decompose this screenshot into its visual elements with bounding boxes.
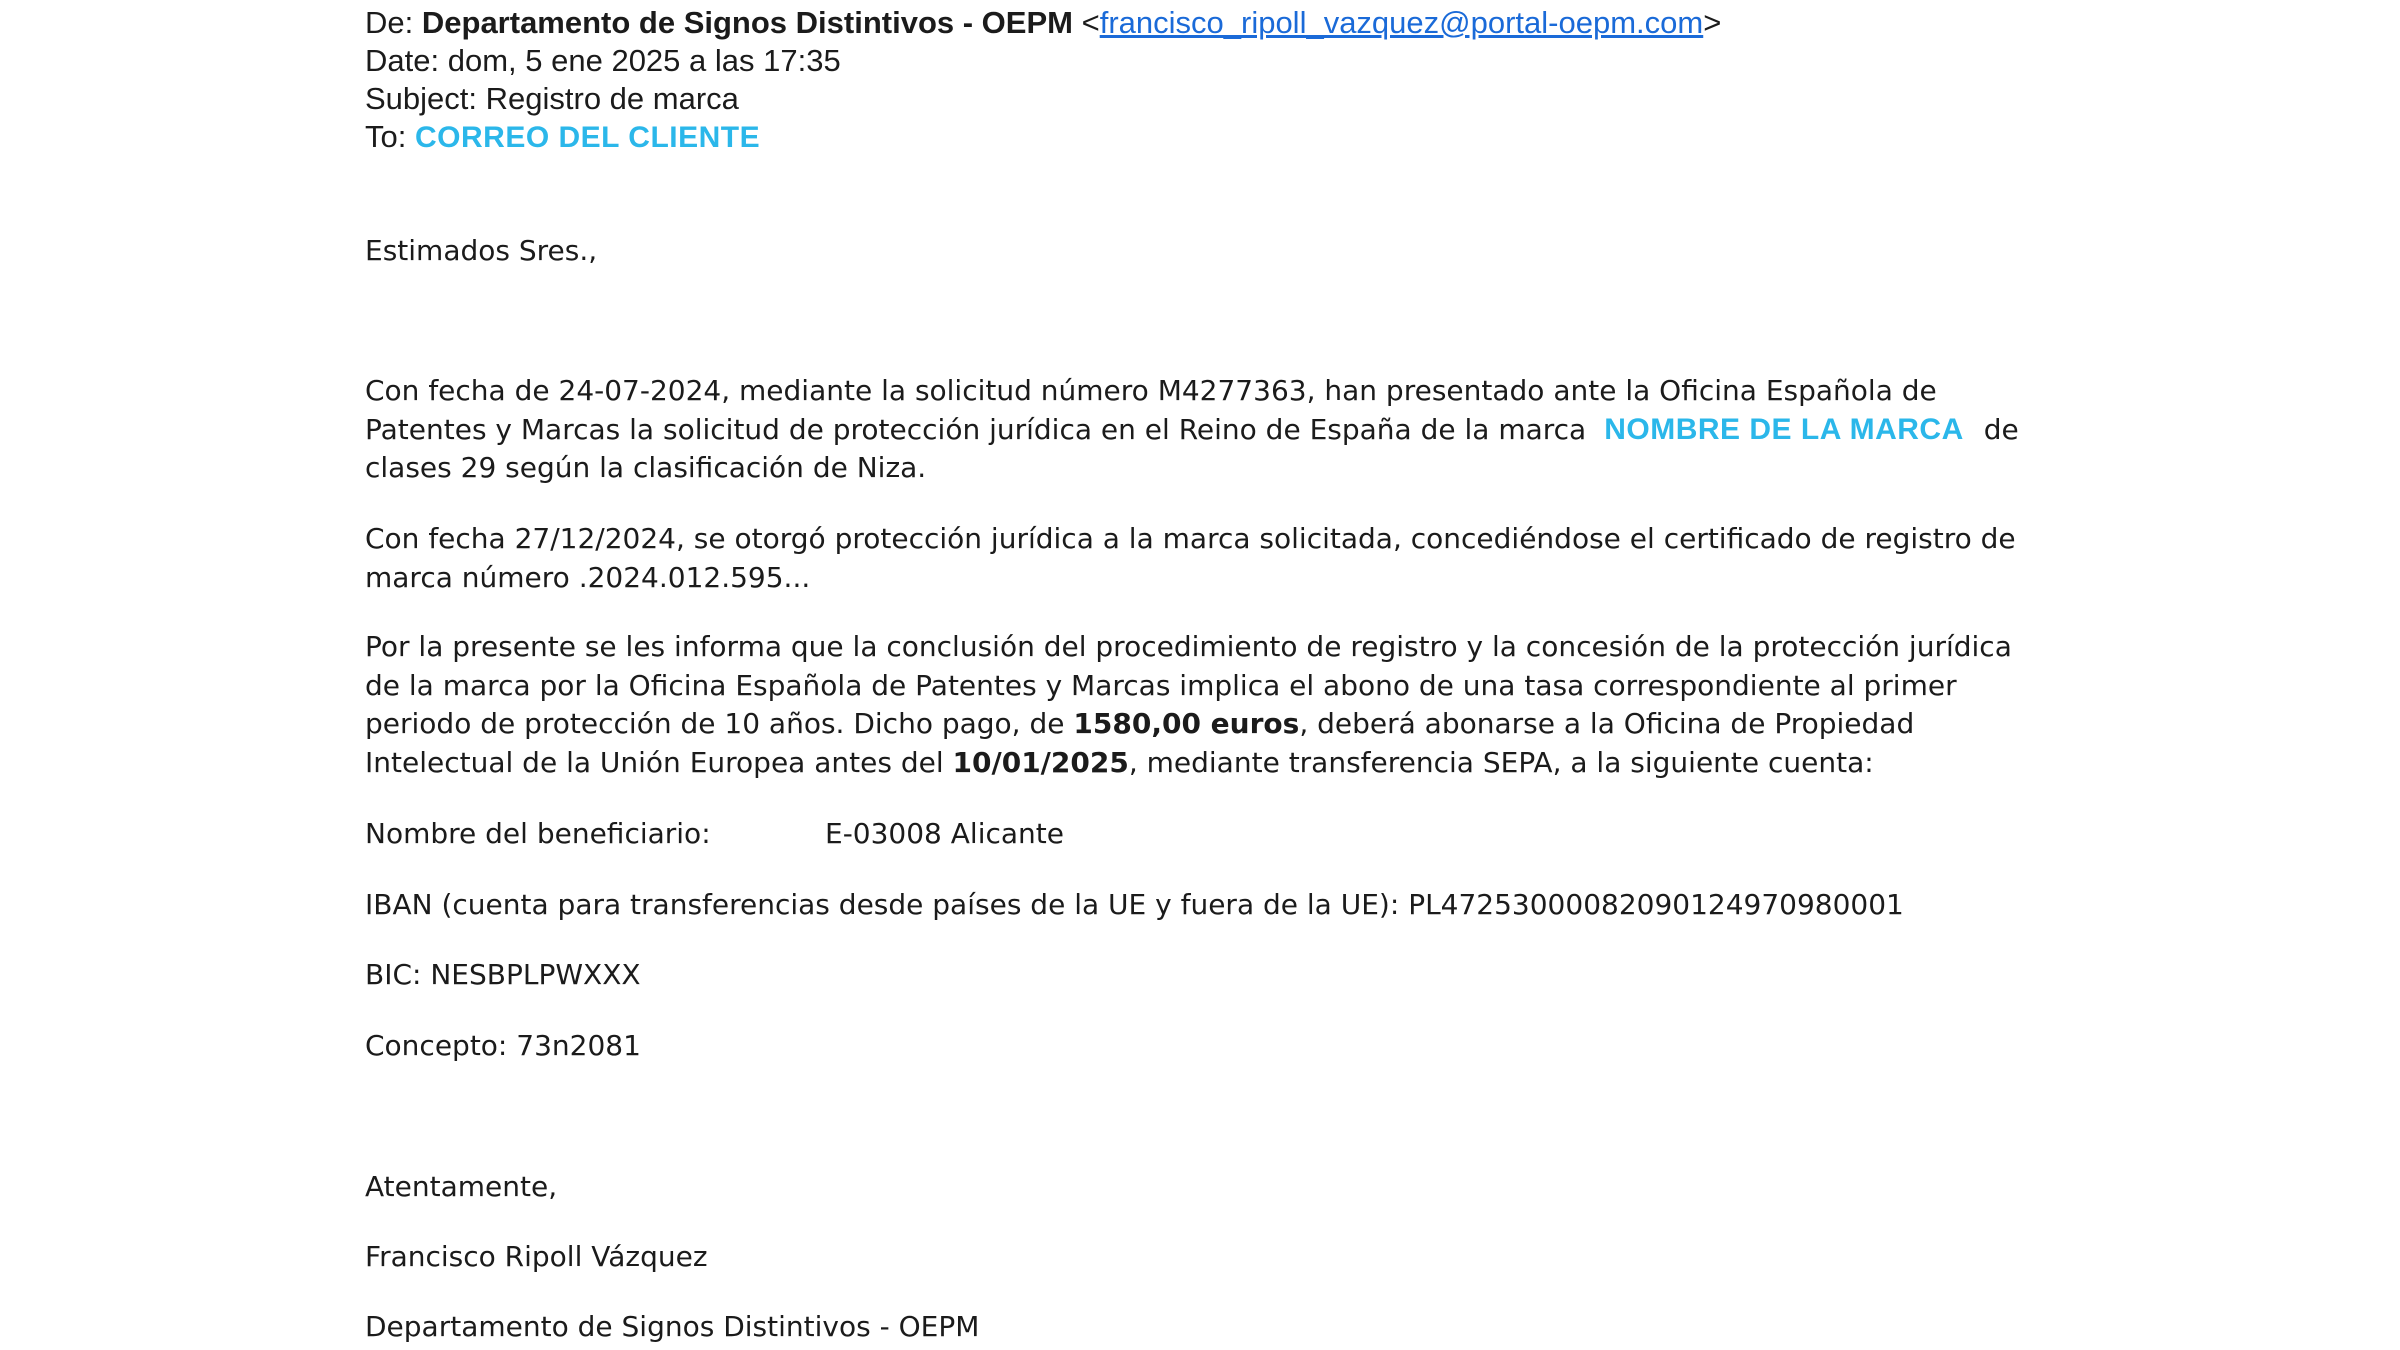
brand-placeholder: NOMBRE DE LA MARCA	[1604, 412, 1964, 446]
paragraph-payment	[365, 628, 2045, 782]
sender-name: Departamento de Signos Distintivos - OEPM	[421, 5, 1073, 40]
date-label: Date:	[365, 43, 440, 78]
subject-value: Registro de marca	[485, 81, 739, 116]
paragraph-certificate: Con fecha 27/12/2024, se otorgó protección jurídica a la marca solicitada, concediéndose el certificado de registro de marca número .2024.012.595...	[365, 522, 2016, 594]
email-open-bracket: <	[1081, 5, 1100, 40]
payment-deadline: 10/01/2025	[952, 745, 1129, 779]
subject-row	[365, 80, 1721, 118]
application-text: Con fecha de 24-07-2024, mediante la solicitud número M4277363, han presentado ante la Oficina Española de Patentes y Marcas la solicitud de protección jurídica en el Reino de España de la marca	[365, 374, 1937, 446]
payment-amount: 1580,00 euros	[1073, 707, 1300, 740]
concept-line	[365, 1027, 2045, 1066]
concept-label: Concepto:	[365, 1029, 508, 1062]
bic-label: BIC:	[365, 958, 422, 991]
greeting: Estimados Sres.,	[365, 234, 598, 267]
iban-value: PL47253000082090124970980001	[1408, 888, 1904, 921]
classes-text: de clases 29 según la clasificación de Niza.	[365, 412, 2019, 484]
email-close-bracket: >	[1703, 5, 1722, 40]
closing: Atentamente,	[365, 1170, 558, 1203]
to-label: To:	[365, 119, 407, 154]
iban-line	[365, 886, 2045, 925]
beneficiary-line	[365, 815, 2045, 854]
signature-department: Departamento de Signos Distintivos - OEPM	[365, 1310, 980, 1343]
payment-text-3: , mediante transferencia SEPA, a la siguiente cuenta:	[1128, 745, 1874, 779]
bic-line	[365, 956, 2045, 995]
date-row	[365, 42, 1721, 80]
paragraph-application	[365, 372, 2045, 488]
recipient-placeholder: CORREO DEL CLIENTE	[414, 121, 761, 154]
payment-text-1: Por la presente se les informa que la conclusión del procedimiento de registro y la concesión de la protección jurídica de la marca por la Oficina Española de Patentes y Marcas implica el abono de una tasa correspondiente al primer periodo de protección de 10 años. Dicho pago, de	[365, 630, 2012, 740]
subject-label: Subject:	[365, 81, 478, 116]
bic-value: NESBPLPWXXX	[430, 958, 641, 991]
email-header	[365, 4, 1721, 156]
from-row	[365, 4, 1721, 42]
sender-email-link[interactable]: francisco_ripoll_vazquez@portal-oepm.com	[1099, 5, 1704, 40]
date-value: dom, 5 ene 2025 a las 17:35	[447, 43, 841, 78]
to-row	[365, 118, 1721, 156]
beneficiary-value: E-03008 Alicante	[825, 817, 1064, 850]
payment-text-2: , deberá abonarse a la Oficina de Propiedad Intelectual de la Unión Europea antes del	[365, 707, 1915, 779]
from-label: De:	[365, 5, 414, 40]
iban-label: IBAN (cuenta para transferencias desde países de la UE y fuera de la UE):	[365, 888, 1400, 921]
beneficiary-label: Nombre del beneficiario:	[365, 817, 711, 850]
concept-value: 73n2081	[516, 1029, 641, 1062]
signature-name: Francisco Ripoll Vázquez	[365, 1240, 708, 1273]
